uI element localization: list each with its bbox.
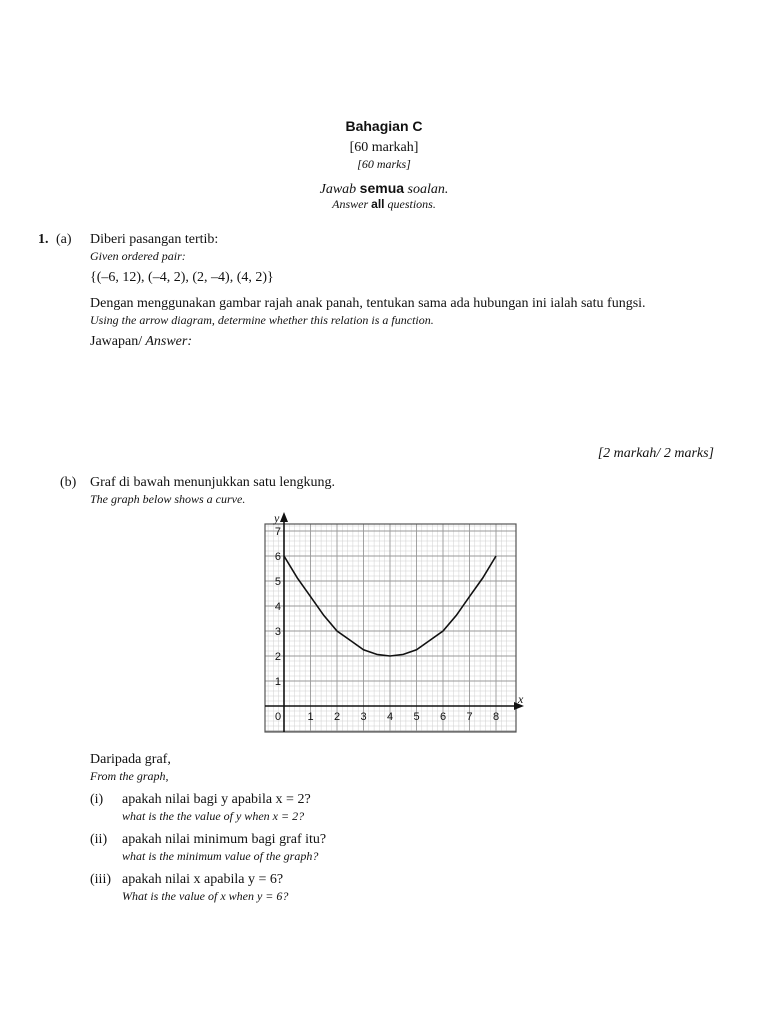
instruction-ms: Jawab semua soalan. bbox=[319, 180, 449, 197]
subpart-i-en: what is the the value of y when x = 2? bbox=[122, 809, 305, 823]
answer-label: Jawapan/ Answer: bbox=[90, 334, 193, 349]
x-tick-label: 6 bbox=[439, 711, 447, 723]
x-tick-label: 2 bbox=[333, 711, 341, 723]
y-tick-label: 6 bbox=[274, 551, 281, 563]
x-tick-label: 3 bbox=[360, 711, 367, 723]
from-graph-en: From the graph, bbox=[90, 769, 169, 783]
x-tick-label: 4 bbox=[386, 711, 394, 723]
part-a-label: (a) bbox=[56, 232, 72, 247]
minor-grid bbox=[265, 524, 516, 732]
y-axis-arrowhead bbox=[280, 512, 288, 522]
x-tick-label: 7 bbox=[466, 711, 473, 723]
part-a-intro-ms: Diberi pasangan tertib: bbox=[90, 232, 219, 247]
subpart-i-label: (i) bbox=[90, 792, 104, 807]
subpart-ii-ms: apakah nilai minimum bagi graf itu? bbox=[122, 832, 327, 847]
subpart-ii-en: what is the minimum value of the graph? bbox=[122, 849, 319, 863]
y-tick-label: 4 bbox=[274, 601, 281, 613]
subpart-iii-ms: apakah nilai x apabila y = 6? bbox=[122, 872, 284, 887]
subpart-iii-label: (iii) bbox=[90, 872, 111, 887]
from-graph-ms: Daripada graf, bbox=[90, 752, 171, 767]
x-tick-label: 8 bbox=[492, 711, 500, 723]
tick-labels bbox=[275, 526, 499, 723]
part-a-marks: [2 markah/ 2 marks] bbox=[597, 446, 714, 461]
ordered-pairs-set: {(–6, 12), (–4, 2), (2, –4), (4, 2)} bbox=[90, 270, 274, 285]
curve-graph bbox=[262, 510, 532, 735]
x-tick-label: 0 bbox=[274, 711, 282, 723]
instruction-en: Answer all questions. bbox=[332, 197, 436, 211]
part-a-intro-en: Given ordered pair: bbox=[90, 249, 186, 263]
marks-ms: [60 markah] bbox=[349, 140, 419, 155]
y-tick-label: 5 bbox=[274, 576, 281, 588]
x-axis-label: x bbox=[518, 692, 524, 706]
y-axis-label: y bbox=[274, 511, 280, 525]
y-tick-label: 2 bbox=[274, 651, 281, 663]
subpart-i-ms: apakah nilai bagi y apabila x = 2? bbox=[122, 792, 311, 807]
section-title: Bahagian C bbox=[345, 118, 423, 134]
part-b-label: (b) bbox=[60, 475, 77, 490]
subpart-iii-en: What is the value of x when y = 6? bbox=[122, 889, 289, 903]
part-b-intro-en: The graph below shows a curve. bbox=[90, 492, 246, 506]
x-tick-label: 5 bbox=[413, 711, 420, 723]
y-tick-label: 3 bbox=[274, 626, 281, 638]
marks-en: [60 marks] bbox=[357, 157, 411, 171]
y-tick-label: 7 bbox=[274, 526, 281, 538]
subpart-ii-label: (ii) bbox=[90, 832, 108, 847]
part-a-task-en: Using the arrow diagram, determine whether this relation is a function. bbox=[90, 313, 434, 327]
question-number: 1. bbox=[38, 232, 49, 247]
x-tick-label: 1 bbox=[307, 711, 314, 723]
part-a-task-ms: Dengan menggunakan gambar rajah anak panah, tentukan sama ada hubungan ini ialah satu fungsi. bbox=[90, 296, 646, 311]
part-b-intro-ms: Graf di bawah menunjukkan satu lengkung. bbox=[90, 475, 335, 490]
y-tick-label: 1 bbox=[274, 676, 281, 688]
